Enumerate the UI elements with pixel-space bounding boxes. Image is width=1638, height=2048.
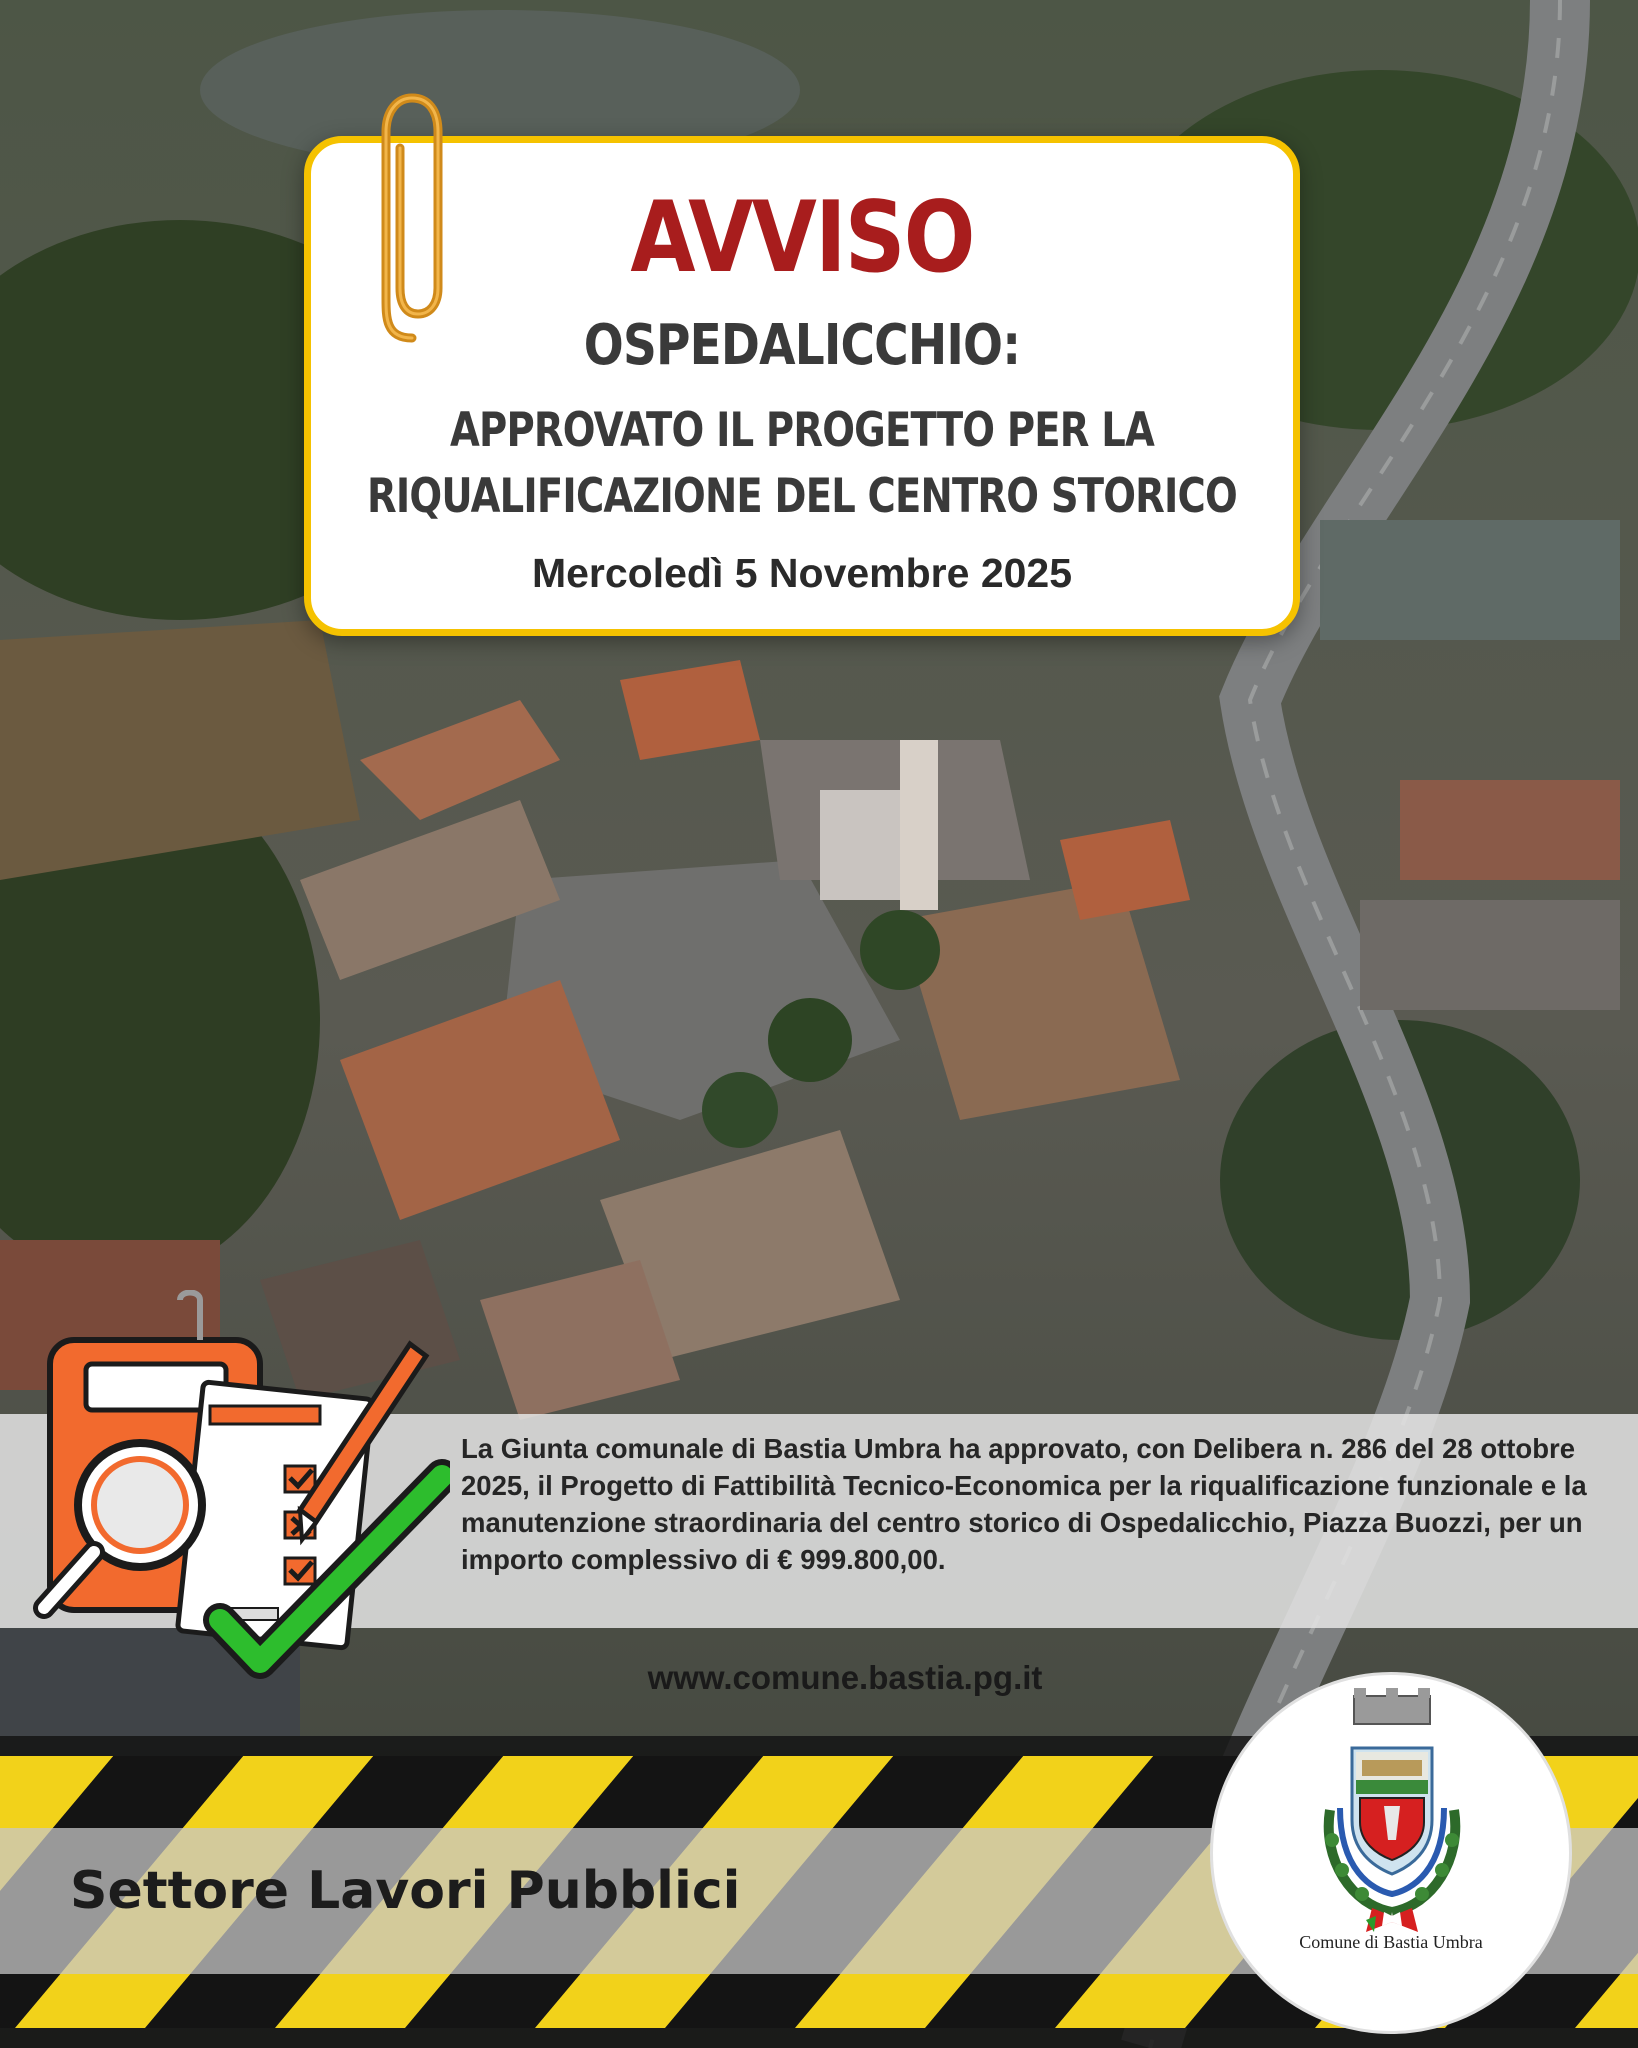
website-link[interactable]: www.comune.bastia.pg.it bbox=[647, 1659, 1043, 1696]
notice-title-line1: OSPEDALICCHIO: bbox=[583, 313, 1021, 378]
notice-title-line3: RIQUALIFICAZIONE DEL CENTRO STORICO bbox=[367, 469, 1237, 524]
notice-date: Mercoledì 5 Novembre 2025 bbox=[531, 550, 1073, 596]
sector-label: Settore Lavori Pubblici bbox=[70, 1861, 741, 1921]
crest-icon bbox=[1292, 1680, 1492, 1945]
checklist-icon bbox=[177, 1382, 372, 1648]
logo-caption: Comune di Bastia Umbra bbox=[1299, 1932, 1483, 1952]
clipboard-illustration bbox=[30, 1290, 450, 1690]
description-text: La Giunta comunale di Bastia Umbra ha approvato, con Delibera n. 286 del 28 ottobre 2025, il Progetto di Fattibilità Tecnico-Economica per la riqualificazione funzionale e la manutenzione straordinaria del centro storico di Ospedalicchio, Piazza Buozzi, per un importo complessivo di € 999.800,00. bbox=[461, 1433, 1587, 1575]
paperclip-icon bbox=[372, 88, 452, 350]
notice-heading: AVVISO bbox=[630, 181, 974, 295]
notice-card bbox=[304, 136, 1300, 636]
notice-title-line2: APPROVATO IL PROGETTO PER LA bbox=[450, 403, 1154, 458]
